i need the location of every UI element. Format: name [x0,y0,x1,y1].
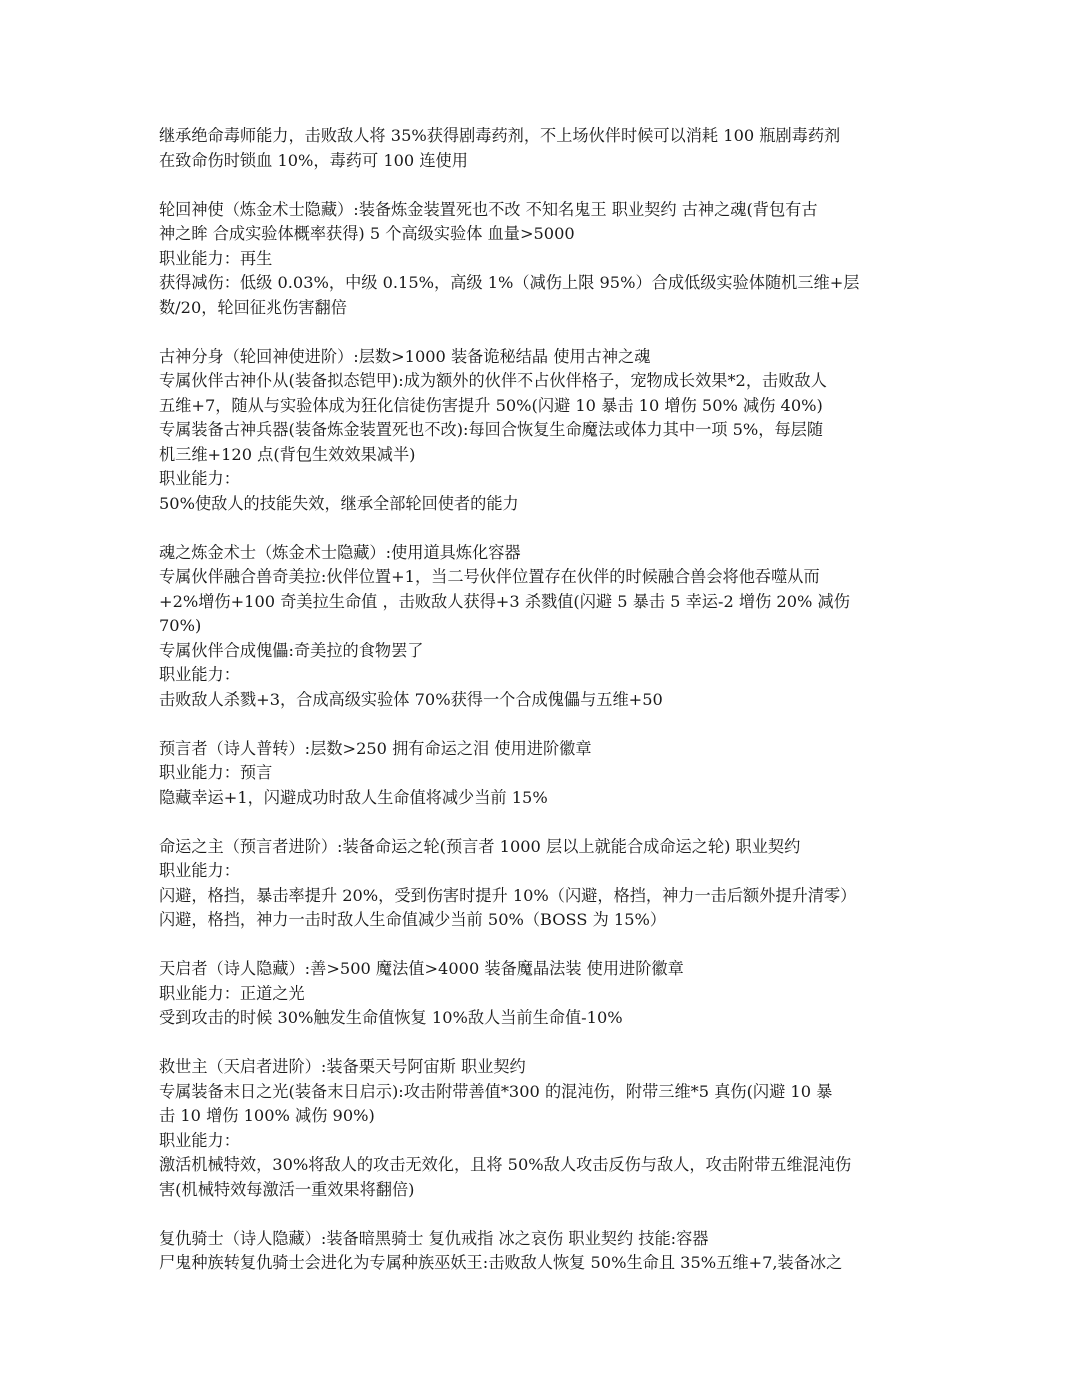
text-line: 职业能力： [159,665,240,684]
text-line: 在致命伤时锁血 10%，毒药可 100 连使用 [159,150,468,170]
text-line: 专属装备末日之光(装备末日启示):攻击附带善值*300 的混沌伤，附带三维*5 真伤(闪避 10 暴 [159,1081,833,1101]
text-line: 职业能力： [159,469,240,488]
text-line: 获得减伤：低级 0.03%，中级 0.15%，高级 1%（减伤上限 95%）合成低级实验体随机三维+层 [159,273,860,292]
text-line: 古神分身（轮回神使进阶）:层数>1000 装备诡秘结晶 使用古神之魂 [159,346,651,366]
paragraph [159,1055,929,1202]
paragraph [159,541,929,713]
paragraph [159,835,929,933]
text-line: 职业能力： [159,1130,240,1150]
text-line: 预言者（诗人普转）:层数>250 拥有命运之泪 使用进阶徽章 [159,738,592,758]
text-line: 隐藏幸运+1，闪避成功时敌人生命值将减少当前 15% [159,787,548,807]
text-line: 害(机械特效每激活一重效果将翻倍) [159,1179,415,1199]
text-line: 击败敌人杀戮+3，合成高级实验体 70%获得一个合成傀儡与五维+50 [159,689,663,709]
text-line: 神之眸 合成实验体概率获得) 5 个高级实验体 血量>5000 [159,224,575,243]
text-line: 继承绝命毒师能力，击败敌人将 35%获得剧毒药剂，不上场伙伴时候可以消耗 100 瓶剧毒药剂 [159,126,841,145]
text-line: 救世主（天启者进阶）:装备栗天号阿宙斯 职业契约 [159,1057,526,1076]
text-line: 魂之炼金术士（炼金术士隐藏）:使用道具炼化容器 [159,542,521,562]
text-line: 五维+7，随从与实验体成为狂化信徒伤害提升 50%(闪避 10 暴击 10 增伤 50% 减伤 40%) [159,395,823,415]
text-line: 70%) [159,616,202,635]
text-line: 闪避，格挡，神力一击时敌人生命值减少当前 50%（BOSS 为 15%） [159,910,667,929]
text-line: 机三维+120 点(背包生效效果减半) [159,444,416,464]
document-body [159,124,929,1300]
text-line: 复仇骑士（诗人隐藏）:装备暗黑骑士 复仇戒指 冰之哀伤 职业契约 技能:容器 [159,1228,709,1248]
text-line: 专属伙伴融合兽奇美拉:伙伴位置+1，当二号伙伴位置存在伙伴的时候融合兽会将他吞噬从而 [159,567,820,586]
text-line: 职业能力：正道之光 [159,983,305,1003]
text-line: 天启者（诗人隐藏）:善>500 魔法值>4000 装备魔晶法装 使用进阶徽章 [159,959,684,978]
text-line: 专属伙伴合成傀儡:奇美拉的食物罢了 [159,640,424,660]
text-line: 专属装备古神兵器(装备炼金装置死也不改):每回合恢复生命魔法或体力其中一项 5%，每层随 [159,420,824,439]
text-line: 职业能力：预言 [159,763,273,782]
paragraph [159,957,929,1031]
paragraph [159,198,929,321]
text-line: +2%增伤+100 奇美拉生命值 ，击败敌人获得+3 杀戮值(闪避 5 暴击 5 幸运-2 增伤 20% 减伤 [159,591,850,611]
text-line: 命运之主（预言者进阶）:装备命运之轮(预言者 1000 层以上就能合成命运之轮) 职业契约 [159,836,801,856]
text-line: 闪避，格挡，暴击率提升 20%，受到伤害时提升 10%（闪避，格挡，神力一击后额外提升清零） [159,885,857,905]
text-line: 尸鬼种族转复仇骑士会进化为专属种族巫妖王:击败敌人恢复 50%生命且 35%五维+7,装备冰之 [159,1253,843,1272]
text-line: 50%使敌人的技能失效，继承全部轮回使者的能力 [159,493,519,513]
paragraph [159,124,929,173]
text-line: 轮回神使（炼金术士隐藏）:装备炼金装置死也不改 不知名鬼王 职业契约 古神之魂(背包有古 [159,199,818,219]
paragraph [159,737,929,811]
paragraph [159,1227,929,1276]
text-line: 职业能力： [159,861,240,880]
text-line: 专属伙伴古神仆从(装备拟态铠甲):成为额外的伙伴不占伙伴格子，宠物成长效果*2，击败敌人 [159,371,827,390]
text-line: 职业能力：再生 [159,248,273,268]
paragraph [159,345,929,517]
text-line: 数/20，轮回征兆伤害翻倍 [159,297,347,317]
text-line: 击 10 增伤 100% 减伤 90%) [159,1106,375,1125]
text-line: 激活机械特效，30%将敌人的攻击无效化，且将 50%敌人攻击反伤与敌人，攻击附带五维混沌伤 [159,1155,852,1174]
text-line: 受到攻击的时候 30%触发生命值恢复 10%敌人当前生命值-10% [159,1008,623,1027]
